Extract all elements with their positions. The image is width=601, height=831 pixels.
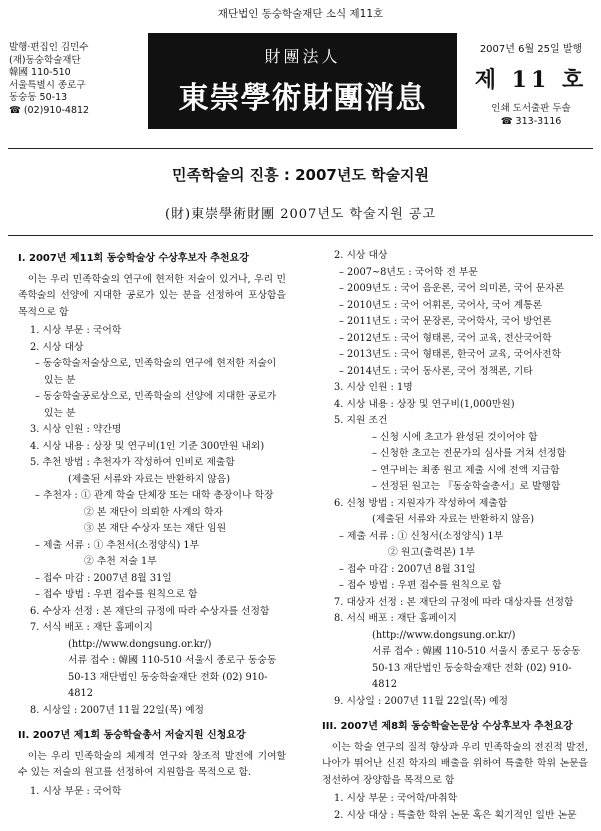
section-heading: I. 2007년 제11회 동숭학술상 수상후보자 추천요강	[18, 253, 249, 264]
list-item: 4. 시상 내용 : 상장 및 연구비(1,000만원)	[334, 398, 515, 410]
list-item: – 2010년도 : 국어 어휘론, 국어사, 국어 계통론	[339, 299, 543, 311]
divider	[8, 148, 593, 149]
publisher-line: (재)동숭학술재단	[9, 54, 81, 66]
list-item: 2. 시상 대상 : 특출한 학위 논문 혹은 획기적인 일반 논문	[334, 809, 577, 821]
list-item: – 제출 서류 : ① 추천서(소정양식) 1부	[35, 539, 200, 551]
list-item	[18, 719, 286, 725]
list-item: 서류 접수 : 韓國 110-510 서울시 종로구 동숭동 50-13 재단법인 동숭학술재단 전화 (02) 910-4812	[372, 646, 581, 690]
list-item: 6. 수상자 선정 : 본 재단의 규정에 따라 수상자를 선정함	[30, 605, 270, 617]
masthead-subtitle: 財團法人	[264, 47, 341, 66]
list-item: 7. 대상자 선정 : 본 재단의 규정에 따라 대상자를 선정함	[334, 596, 574, 608]
publisher-line: 발행·편집인 김민수	[9, 42, 89, 53]
list-item: (http://www.dongsung.or.kr/)	[372, 629, 516, 641]
publisher-line: 서울특별시 종로구	[9, 79, 86, 91]
newsletter-header-title: 재단법인 동숭학술재단 소식 제11호	[217, 8, 384, 20]
list-item: – 접수 마감 : 2007년 8월 31일	[339, 563, 476, 575]
list-item: 2. 시상 대상	[30, 341, 84, 353]
issue-info	[466, 40, 596, 128]
list-item: ③ 본 재단 수상자 또는 재단 임원	[84, 523, 227, 534]
section-intro: 이는 학술 연구의 질적 향상과 우리 민족학술의 전진적 발전, 나아가 뛰어난 신진 학자의 배출을 위하여 특출한 학위 논문을 정선하여 장양함을 목적으로 함	[322, 741, 588, 786]
list-item: – 동숭학술저술상으로, 민족학술의 연구에 현저한 저술이 있는 분	[35, 358, 277, 386]
publisher-line: 동숭동 50-13	[9, 92, 68, 104]
right-column	[322, 248, 588, 824]
section-intro: 이는 우리 민족학술의 연구에 현저한 저술이 있거나, 우리 민족학술의 선양에 지대한 공로가 있는 분을 선정하여 포상함을 목적으로 함	[18, 273, 286, 318]
list-item: (http://www.dongsung.or.kr/)	[68, 638, 212, 650]
list-item: – 제출 서류 : ① 신청서(소정양식) 1부	[339, 530, 504, 542]
section-heading: III. 2007년 제8회 동숭학술논문상 수상후보자 추천요강	[322, 721, 573, 732]
list-item: 5. 추천 방법 : 추천자가 작성하여 인비로 제출함	[30, 457, 235, 468]
list-item: 8. 시상일 : 2007년 11월 22일(목) 예정	[30, 704, 205, 716]
list-item: 서류 접수 : 韓國 110-510 서울시 종로구 동숭동 50-13 재단법인 동숭학술재단 전화 (02) 910-4812	[68, 655, 277, 699]
list-item: – 접수 방법 : 우편 접수를 원칙으로 함	[35, 589, 198, 600]
list-item: 9. 시상일 : 2007년 11월 22일(목) 예정	[334, 695, 509, 707]
list-item: 8. 서식 배포 : 재단 홈페이지	[334, 613, 457, 624]
masthead	[148, 33, 457, 129]
list-item: – 신청한 초고는 전문가의 심사를 거쳐 선정함	[372, 448, 566, 459]
list-item: – 연구비는 최종 원고 제출 시에 전액 지급함	[372, 464, 560, 476]
list-item	[322, 710, 588, 716]
publisher-info	[9, 42, 89, 118]
headline: 민족학술의 진흥 : 2007년도 학술지원	[171, 166, 429, 184]
list-item: (제출된 서류와 자료는 반환하지 않음)	[68, 473, 231, 485]
list-item: 1. 시상 부문 : 국어학/마취학	[334, 793, 458, 804]
list-item: – 신청 시에 초고가 완성된 것이어야 함	[372, 431, 538, 443]
list-item: ② 원고(출력본) 1부	[388, 547, 475, 558]
list-item: – 2011년도 : 국어 문장론, 국어학사, 국어 방언론	[339, 316, 552, 327]
list-item: 3. 시상 인원 : 1명	[334, 382, 413, 393]
list-item: – 추천자 : ① 관계 학술 단체장 또는 대학 총장이나 학장	[35, 490, 274, 501]
list-item: 6. 신청 방법 : 지원자가 작성하여 제출함	[334, 497, 508, 509]
list-item: 7. 서식 배포 : 재단 홈페이지	[30, 622, 153, 633]
list-item: (제출된 서류와 자료는 반환하지 않음)	[372, 514, 535, 525]
list-item: 1. 시상 부문 : 국어학	[30, 785, 122, 797]
issue-date: 2007년 6월 25일 발행	[479, 44, 583, 55]
list-item: – 접수 방법 : 우편 접수를 원칙으로 함	[339, 580, 502, 591]
list-item: – 2014년도 : 국어 동사론, 국어 정책론, 기타	[339, 365, 533, 377]
list-item: – 2007~8년도 : 국어학 전 부문	[339, 266, 478, 278]
divider	[8, 235, 593, 236]
list-item: – 2012년도 : 국어 형태론, 국어 교육, 전산국어학	[339, 332, 552, 344]
list-item: 1. 시상 부문 : 국어학	[30, 325, 122, 336]
publisher-line: 韓國 110-510	[9, 67, 71, 79]
list-item: ② 본 재단이 의뢰한 사계의 학자	[84, 506, 223, 518]
masthead-title: 東崇學術財團消息	[178, 81, 427, 116]
list-item: – 선정된 원고는 『동숭학술총서』로 발행함	[372, 481, 561, 492]
list-item: – 2013년도 : 국어 형태론, 한국어 교육, 국어사전학	[339, 349, 562, 360]
section-intro: 이는 우리 민족학술의 체계적 연구와 창조적 발전에 기여할 수 있는 저술의 원고를 선정하여 지원함을 목적으로 함.	[18, 750, 286, 778]
list-item: ② 추천 저술 1부	[84, 556, 157, 567]
printer-name: 인쇄 도서출판 두솔	[491, 103, 571, 114]
publisher-line: ☎ (02)910-4812	[9, 104, 90, 116]
list-item: 4. 시상 내용 : 상장 및 연구비(1인 기준 300만원 내외)	[30, 440, 265, 452]
printer-info	[466, 102, 596, 128]
list-item: – 접수 마감 : 2007년 8월 31일	[35, 572, 172, 584]
list-item: – 2009년도 : 국어 음운론, 국어 의미론, 국어 문자론	[339, 283, 565, 294]
section-heading: II. 2007년 제1회 동숭학술총서 저술지원 신청요강	[18, 730, 246, 741]
issue-number: 제 11 호	[474, 67, 588, 93]
list-item: – 동숭학술공로상으로, 민족학술의 선양에 지대한 공로가 있는 분	[35, 391, 277, 419]
list-item: 3. 시상 인원 : 약간명	[30, 424, 122, 435]
list-item: 2. 시상 대상	[334, 250, 388, 261]
printer-phone: ☎ 313-3116	[500, 116, 562, 127]
list-item: 5. 지원 조건	[334, 415, 388, 426]
left-column	[18, 248, 286, 800]
notice-title: (財)東崇學術財團 2007년도 학술지원 공고	[164, 207, 437, 222]
